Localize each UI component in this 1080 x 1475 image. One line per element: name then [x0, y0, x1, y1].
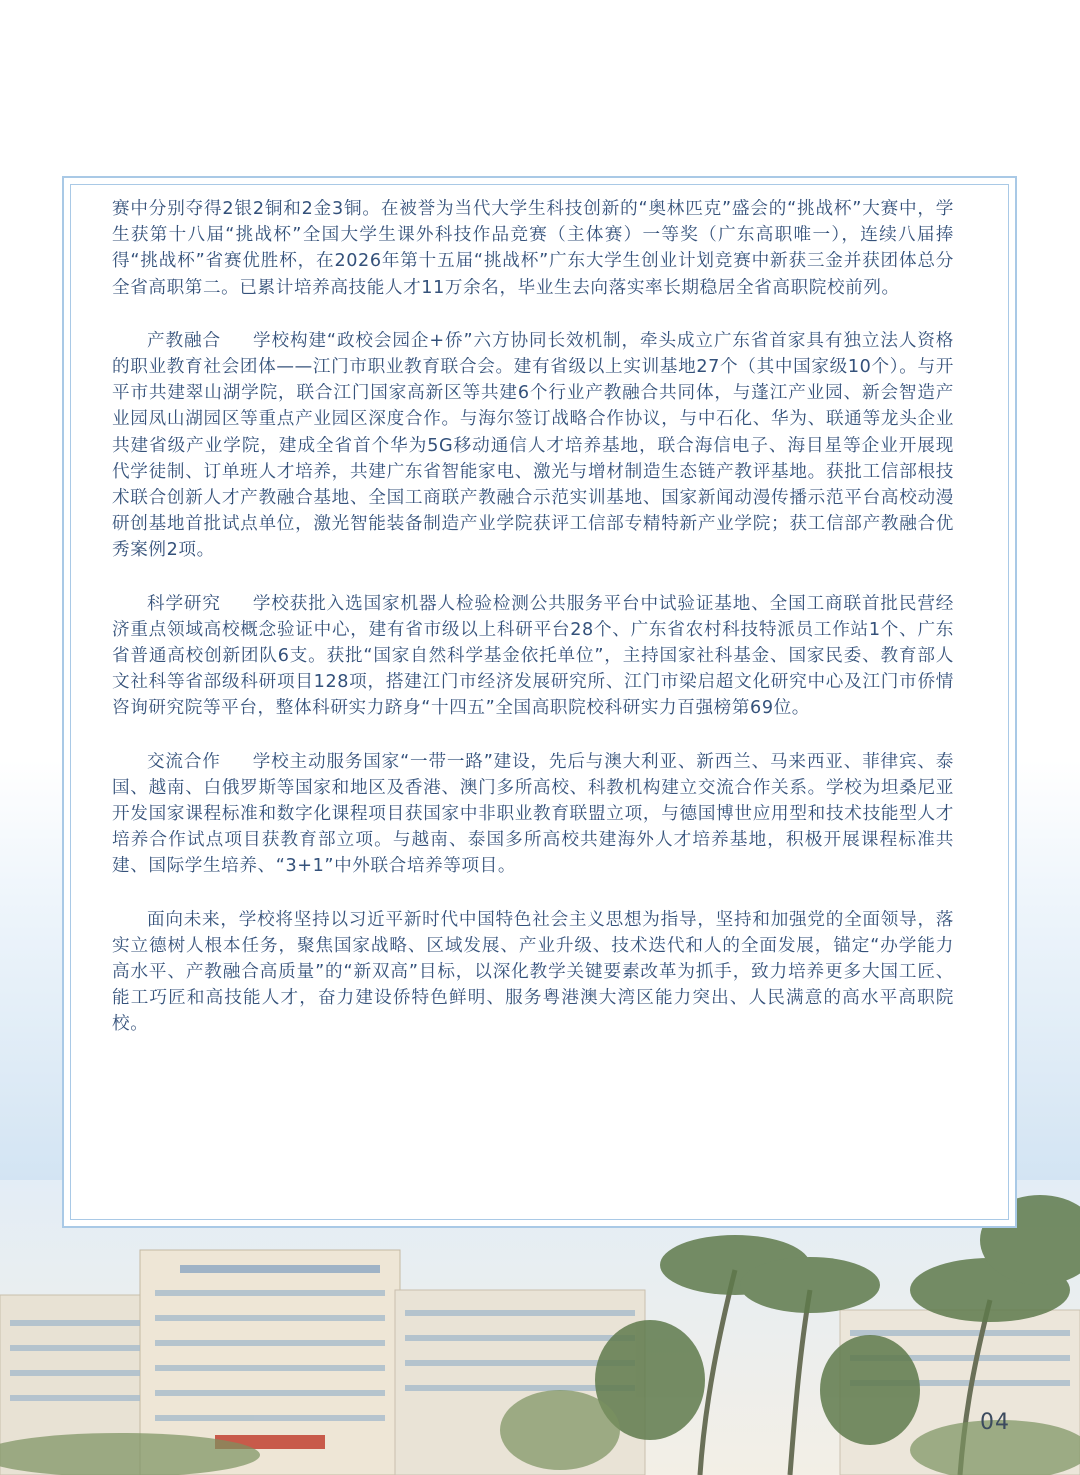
paragraph-industry-education — [112, 328, 954, 564]
paragraph-research — [112, 591, 954, 722]
paragraph-text: 学校主动服务国家“一带一路”建设，先后与澳大利亚、新西兰、马来西亚、菲律宾、泰国、越南、白俄罗斯等国家和地区及香港、澳门多所高校、科教机构建立交流合作关系。学校为坦桑尼亚开发国家课程标准和数字化课程项目获国家中非职业教育联盟立项，与德国博世应用型和技术技能型人才培养合作试点项目获教育部立项。与越南、泰国多所高校共建海外人才培养基地，积极开展课程标准共建、国际学生培养、“3+1”中外联合培养等项目。 — [112, 751, 954, 877]
paragraph-awards — [112, 196, 954, 301]
paragraph-text: 面向未来，学校将坚持以习近平新时代中国特色社会主义思想为指导，坚持和加强党的全面领导，落实立德树人根本任务，聚焦国家战略、区域发展、产业升级、技术迭代和人的全面发展，锚定“办学能力高水平、产教融合高质量”的“新双高”目标，以深化教学关键要素改革为抓手，致力培养更多大国工匠、能工巧匠和高技能人才，奋力建设侨特色鲜明、服务粤港澳大湾区能力突出、人民满意的高水平高职院校。 — [112, 909, 954, 1035]
text-frame — [62, 176, 1017, 1228]
section-heading: 科学研究 — [147, 593, 221, 614]
section-heading: 交流合作 — [147, 751, 221, 772]
paragraph-text: 学校获批入选国家机器人检验检测公共服务平台中试验证基地、全国工商联首批民营经济重点领域高校概念验证中心，建有省市级以上科研平台28个、广东省农村科技特派员工作站1个、广东省普通高校创新团队6支。获批“国家自然科学基金依托单位”，主持国家社科基金、国家民委、教育部人文社科等省部级科研项目128项，搭建江门市经济发展研究所、江门市梁启超文化研究中心及江门市侨情咨询研究院等平台，整体科研实力跻身“十四五”全国高职院校科研实力百强榜第69位。 — [112, 593, 954, 719]
paragraph-text: 学校构建“政校会园企+侨”六方协同长效机制，牵头成立广东省首家具有独立法人资格的职业教育社会团体——江门市职业教育联合会。建有省级以上实训基地27个（其中国家级10个）。与开平市共建翠山湖学院，联合江门国家高新区等共建6个行业产教融合共同体，与蓬江产业园、新会智造产业园凤山湖园区等重点产业园区深度合作。与海尔签订战略合作协议，与中石化、华为、联通等龙头企业共建省级产业学院，建成全省首个华为5G移动通信人才培养基地，联合海信电子、海目星等企业开展现代学徒制、订单班人才培养，共建广东省智能家电、激光与增材制造生态链产教评基地。获批工信部根技术联合创新人才产教融合基地、全国工商联产教融合示范实训基地、国家新闻动漫传播示范平台高校动漫研创基地首批试点单位，激光智能装备制造产业学院获评工信部专精特新产业学院；获工信部产教融合优秀案例2项。 — [112, 330, 954, 561]
page-number: 04 — [980, 1410, 1010, 1435]
paragraph-text: 赛中分别夺得2银2铜和2金3铜。在被誉为当代大学生科技创新的“奥林匹克”盛会的“挑战杯”大赛中，学生获第十八届“挑战杯”全国大学生课外科技作品竞赛（主体赛）一等奖（广东高职唯一），连续八届捧得“挑战杯”省赛优胜杯，在2026年第十五届“挑战杯”广东大学生创业计划竞赛中新获三金并获团体总分全省高职第二。已累计培养高技能人才11万余名，毕业生去向落实率长期稳居全省高职院校前列。 — [112, 199, 954, 298]
paragraph-exchange — [112, 749, 954, 880]
article-body — [112, 196, 954, 1065]
section-heading: 产教融合 — [147, 330, 221, 351]
paragraph-future — [112, 907, 954, 1038]
